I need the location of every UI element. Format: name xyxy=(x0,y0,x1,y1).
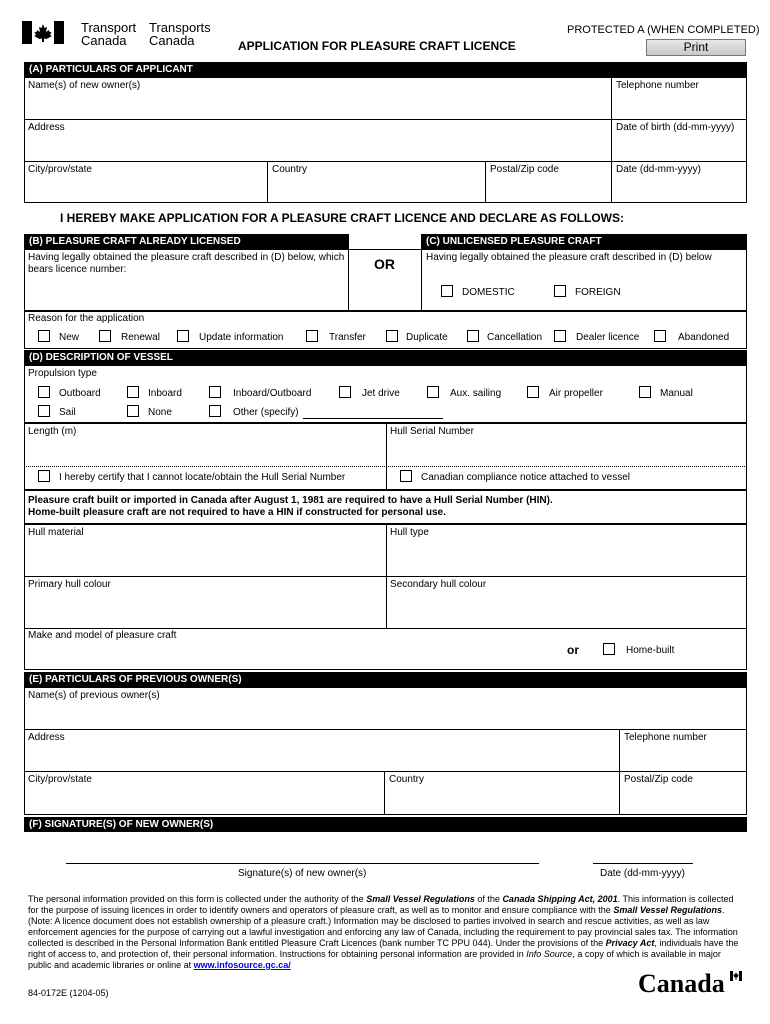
propulsion-label: Propulsion type xyxy=(28,368,97,379)
section-d-header: (D) DESCRIPTION OF VESSEL xyxy=(24,350,747,365)
hull-type-field[interactable]: Hull type xyxy=(390,527,429,538)
compliance-notice-checkbox[interactable] xyxy=(400,470,412,482)
previous-country-field[interactable]: Country xyxy=(389,774,425,785)
certify-no-hin-checkbox[interactable] xyxy=(38,470,50,482)
compliance-notice-label: Canadian compliance notice attached to vessel xyxy=(421,472,631,483)
sail-checkbox[interactable] xyxy=(38,405,50,417)
divider xyxy=(24,119,747,120)
other-label: Other (specify) xyxy=(233,407,299,418)
agency-name-en: Transport Canada xyxy=(81,20,137,48)
signature-label: Signature(s) of new owner(s) xyxy=(238,868,367,879)
protected-notice: PROTECTED A (WHEN COMPLETED) xyxy=(567,24,760,36)
certify-no-hin-label: I hereby certify that I cannot locate/obtain the Hull Serial Number xyxy=(59,472,346,483)
divider xyxy=(267,161,268,203)
section-e-header: (E) PARTICULARS OF PREVIOUS OWNER(S) xyxy=(24,672,747,687)
section-e-grid xyxy=(24,687,747,815)
manual-label: Manual xyxy=(660,388,693,399)
reason-label: Reason for the application xyxy=(28,313,145,324)
reason-new-label: New xyxy=(59,332,80,343)
reason-cancellation-label: Cancellation xyxy=(487,332,543,343)
hin-notice: Pleasure craft built or imported in Canada after August 1, 1981 are required to have a Hull Serial Number (HIN). Home-built pleasure craft are not required to have a HIN if constructed for personal use. xyxy=(28,495,553,518)
reason-duplicate-label: Duplicate xyxy=(406,332,448,343)
secondary-colour-field[interactable]: Secondary hull colour xyxy=(390,579,487,590)
hull-serial-field[interactable]: Hull Serial Number xyxy=(390,426,474,437)
jet-drive-checkbox[interactable] xyxy=(339,386,351,398)
divider xyxy=(24,466,747,467)
or-home-built: or xyxy=(567,643,579,657)
inboard-checkbox[interactable] xyxy=(127,386,139,398)
reason-abandoned-label: Abandoned xyxy=(678,332,730,343)
outboard-checkbox[interactable] xyxy=(38,386,50,398)
reason-duplicate-checkbox[interactable] xyxy=(386,330,398,342)
or-separator: OR xyxy=(374,256,395,272)
home-built-checkbox[interactable] xyxy=(603,643,615,655)
form-number: 84-0172E (1204-05) xyxy=(28,988,109,998)
manual-checkbox[interactable] xyxy=(639,386,651,398)
date-of-birth-field[interactable]: Date of birth (dd-mm-yyyy) xyxy=(616,122,735,133)
infosource-link[interactable]: www.infosource.gc.ca/ xyxy=(193,960,291,970)
reason-new-checkbox[interactable] xyxy=(38,330,50,342)
reason-transfer-checkbox[interactable] xyxy=(306,330,318,342)
page-title: APPLICATION FOR PLEASURE CRAFT LICENCE xyxy=(238,39,516,53)
domestic-checkbox[interactable] xyxy=(441,285,453,297)
application-date-field[interactable]: Date (dd-mm-yyyy) xyxy=(616,164,702,175)
previous-city-field[interactable]: City/prov/state xyxy=(28,774,92,785)
divider xyxy=(24,161,747,162)
section-a-header: (A) PARTICULARS OF APPLICANT xyxy=(24,62,747,77)
make-model-field[interactable]: Make and model of pleasure craft xyxy=(28,630,177,641)
canada-wordmark: Canada xyxy=(638,969,725,999)
agency-name-fr: Transports Canada xyxy=(149,20,211,48)
inboard-outboard-label: Inboard/Outboard xyxy=(233,388,312,399)
air-propeller-label: Air propeller xyxy=(549,388,603,399)
signature-date-line[interactable] xyxy=(593,863,693,864)
domestic-label: DOMESTIC xyxy=(462,287,515,298)
reason-dealer-checkbox[interactable] xyxy=(554,330,566,342)
none-checkbox[interactable] xyxy=(127,405,139,417)
applicant-country-field[interactable]: Country xyxy=(272,164,308,175)
divider xyxy=(421,234,422,311)
applicant-postal-field[interactable]: Postal/Zip code xyxy=(490,164,559,175)
foreign-checkbox[interactable] xyxy=(554,285,566,297)
other-checkbox[interactable] xyxy=(209,405,221,417)
print-button[interactable]: Print xyxy=(646,39,746,56)
divider xyxy=(24,628,747,629)
reason-update-checkbox[interactable] xyxy=(177,330,189,342)
inboard-label: Inboard xyxy=(148,388,182,399)
reason-renewal-checkbox[interactable] xyxy=(99,330,111,342)
outboard-label: Outboard xyxy=(59,388,101,399)
government-flag-icon xyxy=(22,21,64,44)
jet-drive-label: Jet drive xyxy=(362,388,400,399)
aux-sailing-label: Aux. sailing xyxy=(450,388,502,399)
reason-dealer-label: Dealer licence xyxy=(576,332,640,343)
reason-transfer-label: Transfer xyxy=(329,332,366,343)
divider xyxy=(619,729,620,815)
divider xyxy=(24,771,747,772)
reason-update-label: Update information xyxy=(199,332,284,343)
section-a-grid xyxy=(24,77,747,203)
air-propeller-checkbox[interactable] xyxy=(527,386,539,398)
other-specify-line[interactable] xyxy=(303,418,443,419)
previous-telephone-field[interactable]: Telephone number xyxy=(624,732,707,743)
length-field[interactable]: Length (m) xyxy=(28,426,77,437)
previous-address-field[interactable]: Address xyxy=(28,732,65,743)
divider xyxy=(24,729,747,730)
section-c-header: (C) UNLICENSED PLEASURE CRAFT xyxy=(421,234,747,249)
foreign-label: FOREIGN xyxy=(575,287,621,298)
section-f-header: (F) SIGNATURE(S) OF NEW OWNER(S) xyxy=(24,817,747,832)
aux-sailing-checkbox[interactable] xyxy=(427,386,439,398)
reason-abandoned-checkbox[interactable] xyxy=(654,330,666,342)
divider xyxy=(386,423,387,490)
reason-cancellation-checkbox[interactable] xyxy=(467,330,479,342)
applicant-city-field[interactable]: City/prov/state xyxy=(28,164,92,175)
divider xyxy=(386,524,387,628)
home-built-label: Home-built xyxy=(626,645,675,656)
signature-line[interactable] xyxy=(66,863,539,864)
declaration-heading: I HEREBY MAKE APPLICATION FOR A PLEASURE CRAFT LICENCE AND DECLARE AS FOLLOWS: xyxy=(60,211,625,225)
primary-colour-field[interactable]: Primary hull colour xyxy=(28,579,111,590)
applicant-address-field[interactable]: Address xyxy=(28,122,65,133)
privacy-notice: The personal information provided on this form is collected under the authority of the Small Vessel Regulations of the Canada Shipping Act, 2001. This information is collected for the purpose of issuing licences in order to identify owners and operators of pleasure craft, as well as to monitor and ensure compliance with the Small Vessel Regulations. (Note: A licence document does not establish ownership of a pleasure craft.) Information may be disclosed to parties involved in search and rescue activities, as well as law enforcement agencies for the purpose of carrying out a lawful investigation and enforcing any law of Canada, including the requirement to pay provincial sales tax. The information collected is described in the Personal Information Bank entitled Pleasure Craft Licences (bank number TC PPU 044). Under the provisions of the Privacy Act, individuals have the right of access to, and protection of, their personal information. Instructions for obtaining personal information are provided in Info Source, a copy of which is available in major public and academic libraries or online at www.infosource.gc.ca/ xyxy=(28,894,739,970)
divider xyxy=(485,161,486,203)
sail-label: Sail xyxy=(59,407,76,418)
hull-material-field[interactable]: Hull material xyxy=(28,527,84,538)
section-c-text: Having legally obtained the pleasure craft described in (D) below xyxy=(426,252,712,263)
new-owner-names-field[interactable]: Name(s) of new owner(s) xyxy=(28,80,141,91)
inboard-outboard-checkbox[interactable] xyxy=(209,386,221,398)
divider xyxy=(384,771,385,815)
previous-postal-field[interactable]: Postal/Zip code xyxy=(624,774,693,785)
none-label: None xyxy=(148,407,172,418)
previous-owner-names-field[interactable]: Name(s) of previous owner(s) xyxy=(28,690,160,701)
section-b-text[interactable]: Having legally obtained the pleasure craft described in (D) below, which bears licence number: xyxy=(28,252,345,275)
divider xyxy=(611,77,612,203)
divider xyxy=(348,234,349,311)
section-b-header: (B) PLEASURE CRAFT ALREADY LICENSED xyxy=(24,234,348,249)
reason-renewal-label: Renewal xyxy=(121,332,160,343)
applicant-telephone-field[interactable]: Telephone number xyxy=(616,80,699,91)
wordmark-flag-icon xyxy=(730,971,742,981)
signature-date-label: Date (dd-mm-yyyy) xyxy=(600,868,686,879)
